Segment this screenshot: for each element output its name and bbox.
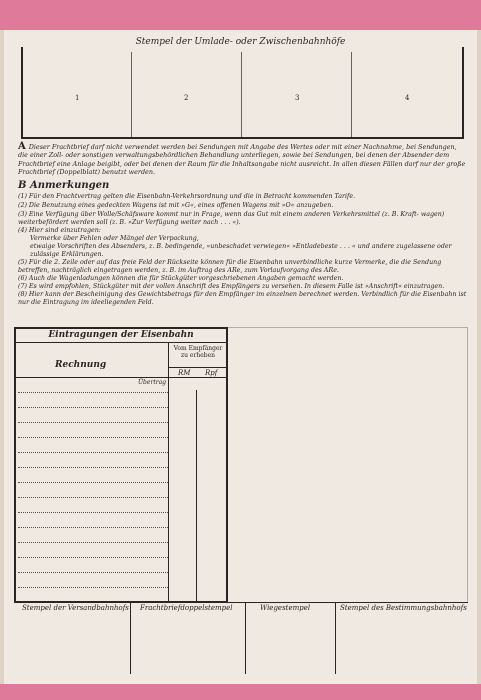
section-a-letter: A bbox=[18, 141, 26, 152]
table-column-divider bbox=[168, 343, 169, 601]
stamp-number-1: 1 bbox=[75, 94, 80, 102]
note-1: (1) Für den Frachtvertrag gelten die Eisenbahn-Verkehrsordnung und die in Betracht kommenden Tarife. bbox=[18, 193, 356, 200]
stamp-section-title: Stempel der Umlade- oder Zwischenbahnhöfe bbox=[135, 37, 346, 47]
table-row bbox=[18, 542, 168, 543]
note-4b: etwaige Vorschriften des Absenders, z. B. bedingende, »unbeschadet verwiegen« »Entladebeste . . . « und andere zugelassene oder zulässige Erklärungen. bbox=[30, 243, 452, 258]
header-bottom-rule bbox=[16, 377, 226, 378]
note-3: (3) Eine Verfügung über Wolle/Schäfsware kommt nur in Frage, wenn das Gut mit einem anderen Verkehrsmittel (z. B. Kraft- wagen) weiterbefördert werden soll (z. B. »Zur Verfügung weiter nach . . . «). bbox=[18, 211, 445, 226]
note-8: (8) Hier kann der Bescheinigung des Gewichtsbetrags für den Empfänger im einzelnen berechnet werden. Verbindlich für die Eisenbahn ist nur die Eintragung im ideeliegenden Feld. bbox=[18, 291, 467, 306]
rm-header: RM bbox=[178, 369, 191, 377]
bottom-row-rule bbox=[14, 602, 468, 603]
note-2: (2) Die Benutzung eines gedeckten Wagens ist mit »G«, eines offenen Wagens mit »O« anzugeben. bbox=[18, 202, 334, 209]
note-4a: Vermerke über Fehlen oder Mängel der Verpackung, bbox=[30, 235, 199, 242]
note-6: (6) Auch die Wagenladungen können die für Stückgüter vorgeschriebenen Angaben gemacht werden. bbox=[18, 275, 344, 282]
stamp-number-4: 4 bbox=[405, 94, 410, 102]
stamp-number-2: 2 bbox=[184, 94, 189, 102]
table-row bbox=[18, 497, 168, 498]
railway-table-title: Eintragungen der Eisenbahn bbox=[48, 330, 194, 340]
section-a bbox=[18, 143, 468, 177]
right-paper-edge bbox=[477, 30, 481, 684]
table-row bbox=[18, 452, 168, 453]
table-row bbox=[18, 407, 168, 408]
stamp-label-destination: Stempel des Bestimmungsbahnhofs bbox=[340, 604, 467, 612]
table-row bbox=[18, 392, 168, 393]
empfaenger-rule bbox=[169, 367, 226, 368]
bottom-divider bbox=[245, 602, 246, 674]
stamp-label-weighing: Wiegestempel bbox=[260, 604, 311, 612]
table-cur-divider bbox=[196, 390, 197, 601]
bottom-divider bbox=[335, 602, 336, 674]
table-row bbox=[18, 557, 168, 558]
note-7: (7) Es wird empfohlen, Stückgüter mit der vollen Anschrift des Empfängers zu versehen. In diesem Falle ist »Anschrift« einzutragen. bbox=[18, 283, 445, 290]
bottom-color-band bbox=[0, 684, 481, 700]
table-title-rule bbox=[16, 342, 226, 343]
table-row bbox=[18, 422, 168, 423]
stamp-number-3: 3 bbox=[295, 94, 300, 102]
section-a-text: Dieser Frachtbrief darf nicht verwendet werden bei Sendungen mit Angabe des Wertes oder mit einer Nachnahme, bei Sendungen, die einer Zoll- oder sonstigen verwaltungsbehördlichen Behandlung unterliegen, sowie bei Sendungen, bei denen der Absender dem Frachtbrief eine Anlage beigibt, oder bei denen der Raum für die Inhaltsangabe nicht ausreicht. In allen diesen Fällen darf nur der große Frachtbrief (Doppelblatt) benutzt werden. bbox=[18, 143, 466, 177]
table-row bbox=[18, 527, 168, 528]
table-row bbox=[18, 467, 168, 468]
table-row bbox=[18, 482, 168, 483]
table-row bbox=[18, 587, 168, 588]
rechnung-header: Rechnung bbox=[55, 360, 107, 370]
stamp-label-dispatch: Stempel der Versandbahnhofs bbox=[22, 604, 129, 612]
section-b-letter: B bbox=[18, 180, 27, 191]
section-b-heading bbox=[18, 180, 109, 191]
table-row bbox=[18, 572, 168, 573]
uebertrag-label: Übertrag bbox=[138, 379, 167, 386]
bottom-divider bbox=[130, 602, 131, 674]
table-row bbox=[18, 437, 168, 438]
table-row bbox=[18, 512, 168, 513]
empfaenger-header: Vom Empfänger zu erheben bbox=[173, 345, 223, 359]
top-color-band bbox=[0, 0, 481, 30]
section-b-title: Anmerkungen bbox=[29, 180, 110, 191]
blank-right-area bbox=[228, 327, 468, 603]
rpf-header: Rpf bbox=[205, 369, 218, 377]
note-4: (4) Hier sind einzutragen: bbox=[18, 227, 101, 234]
note-5: (5) Für die 2. Zeile oder auf das freie Feld der Rückseite können für die Eisenbahn unverbindliche kurze Vermerke, die die Sendung betreffen, nachträglich eingetragen werden, z. B. im Auftrag des ARe, zum Vorlaufvorgang des ARe. bbox=[18, 259, 442, 274]
stamp-label-duplicate: Frachtbriefdoppelstempel bbox=[140, 604, 233, 612]
